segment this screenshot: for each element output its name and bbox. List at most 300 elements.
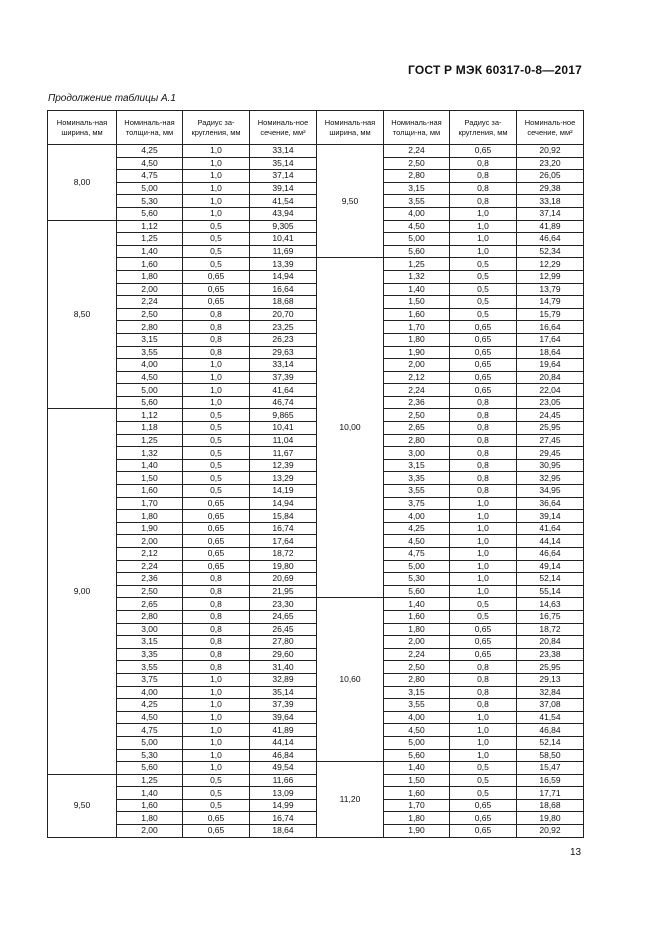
radius-cell-right: 0,5	[450, 610, 517, 623]
table-header-row	[48, 111, 584, 145]
radius-cell-right: 1,0	[450, 548, 517, 561]
radius-cell-right: 1,0	[450, 585, 517, 598]
section-cell-left: 41,89	[250, 724, 317, 737]
table-row	[48, 308, 584, 321]
thickness-cell-right: 2,50	[384, 409, 450, 422]
thickness-cell-right: 1,40	[384, 283, 450, 296]
radius-cell-left: 1,0	[183, 762, 250, 775]
section-cell-right: 29,38	[517, 182, 584, 195]
thickness-cell-left: 4,75	[117, 724, 183, 737]
thickness-cell-left: 5,60	[117, 207, 183, 220]
thickness-cell-right: 2,80	[384, 170, 450, 183]
table-row	[48, 472, 584, 485]
radius-cell-left: 0,5	[183, 799, 250, 812]
thickness-cell-right: 5,00	[384, 736, 450, 749]
radius-cell-right: 1,0	[450, 233, 517, 246]
thickness-cell-left: 2,00	[117, 283, 183, 296]
thickness-cell-right: 2,00	[384, 636, 450, 649]
table-row	[48, 548, 584, 561]
col-header-width-right: Номиналь-ная ширина, мм	[317, 111, 384, 145]
radius-cell-left: 0,8	[183, 585, 250, 598]
section-cell-right: 22,04	[517, 384, 584, 397]
thickness-cell-left: 3,15	[117, 333, 183, 346]
radius-cell-right: 1,0	[450, 711, 517, 724]
section-cell-left: 19,80	[250, 560, 317, 573]
table-caption: Продолжение таблицы А.1	[48, 93, 176, 104]
thickness-cell-right: 5,60	[384, 245, 450, 258]
section-cell-right: 39,14	[517, 510, 584, 523]
section-cell-left: 16,74	[250, 522, 317, 535]
thickness-cell-left: 5,60	[117, 762, 183, 775]
section-cell-left: 16,64	[250, 283, 317, 296]
thickness-cell-right: 2,36	[384, 396, 450, 409]
radius-cell-right: 0,8	[450, 673, 517, 686]
radius-cell-right: 0,65	[450, 384, 517, 397]
radius-cell-right: 1,0	[450, 207, 517, 220]
section-cell-right: 18,64	[517, 346, 584, 359]
width-cell-right: 10,00	[317, 258, 384, 598]
table-row	[48, 333, 584, 346]
table-row	[48, 195, 584, 208]
radius-cell-left: 0,8	[183, 623, 250, 636]
table-row	[48, 422, 584, 435]
thickness-cell-left: 5,60	[117, 396, 183, 409]
thickness-cell-left: 3,00	[117, 623, 183, 636]
radius-cell-right: 0,8	[450, 686, 517, 699]
radius-cell-left: 0,5	[183, 447, 250, 460]
table-row	[48, 799, 584, 812]
table-row	[48, 258, 584, 271]
radius-cell-left: 0,8	[183, 636, 250, 649]
radius-cell-right: 0,65	[450, 799, 517, 812]
section-cell-right: 15,47	[517, 762, 584, 775]
thickness-cell-right: 4,50	[384, 724, 450, 737]
radius-cell-left: 0,65	[183, 560, 250, 573]
thickness-cell-left: 1,80	[117, 812, 183, 825]
table-row	[48, 409, 584, 422]
thickness-cell-left: 1,12	[117, 220, 183, 233]
thickness-cell-left: 2,24	[117, 560, 183, 573]
thickness-cell-right: 1,70	[384, 799, 450, 812]
section-cell-left: 16,74	[250, 812, 317, 825]
thickness-cell-right: 1,60	[384, 787, 450, 800]
col-header-thickness-left: Номиналь-ная толщи-на, мм	[117, 111, 183, 145]
radius-cell-left: 0,5	[183, 472, 250, 485]
thickness-cell-right: 3,55	[384, 195, 450, 208]
thickness-cell-left: 2,36	[117, 573, 183, 586]
thickness-cell-left: 1,25	[117, 233, 183, 246]
radius-cell-left: 0,65	[183, 548, 250, 561]
thickness-cell-left: 3,35	[117, 648, 183, 661]
section-cell-left: 49,54	[250, 762, 317, 775]
radius-cell-right: 1,0	[450, 736, 517, 749]
thickness-cell-right: 1,50	[384, 774, 450, 787]
section-cell-right: 37,14	[517, 207, 584, 220]
section-cell-left: 18,68	[250, 296, 317, 309]
radius-cell-right: 0,65	[450, 636, 517, 649]
table-row	[48, 245, 584, 258]
section-cell-right: 20,84	[517, 636, 584, 649]
section-cell-left: 39,64	[250, 711, 317, 724]
col-header-radius-right: Радиус за-кругления, мм	[450, 111, 517, 145]
col-header-section-right: Номиналь-ное сечение, мм²	[517, 111, 584, 145]
thickness-cell-left: 2,24	[117, 296, 183, 309]
section-cell-left: 14,19	[250, 485, 317, 498]
section-cell-right: 49,14	[517, 560, 584, 573]
thickness-cell-left: 2,65	[117, 598, 183, 611]
section-cell-right: 16,59	[517, 774, 584, 787]
section-cell-left: 29,60	[250, 648, 317, 661]
thickness-cell-right: 5,00	[384, 560, 450, 573]
width-cell-right: 9,50	[317, 145, 384, 258]
radius-cell-left: 0,65	[183, 497, 250, 510]
table-row	[48, 787, 584, 800]
section-cell-right: 12,29	[517, 258, 584, 271]
thickness-cell-right: 2,24	[384, 145, 450, 158]
table-row	[48, 686, 584, 699]
table-row	[48, 296, 584, 309]
thickness-cell-left: 5,00	[117, 736, 183, 749]
section-cell-left: 20,69	[250, 573, 317, 586]
section-cell-right: 46,64	[517, 233, 584, 246]
thickness-cell-right: 1,40	[384, 598, 450, 611]
radius-cell-right: 0,65	[450, 648, 517, 661]
width-cell-left: 9,00	[48, 409, 117, 774]
table-row	[48, 346, 584, 359]
thickness-cell-right: 3,00	[384, 447, 450, 460]
thickness-cell-left: 4,50	[117, 711, 183, 724]
section-cell-left: 14,94	[250, 270, 317, 283]
radius-cell-right: 0,65	[450, 346, 517, 359]
section-cell-right: 20,92	[517, 145, 584, 158]
section-cell-left: 37,14	[250, 170, 317, 183]
thickness-cell-left: 1,50	[117, 472, 183, 485]
thickness-cell-left: 1,80	[117, 270, 183, 283]
section-cell-right: 52,14	[517, 736, 584, 749]
thickness-cell-left: 1,18	[117, 422, 183, 435]
table-row	[48, 396, 584, 409]
table-row	[48, 560, 584, 573]
table-row	[48, 585, 584, 598]
table-row	[48, 233, 584, 246]
thickness-cell-right: 3,55	[384, 485, 450, 498]
section-cell-right: 46,84	[517, 724, 584, 737]
table-row	[48, 610, 584, 623]
thickness-cell-right: 1,90	[384, 825, 450, 838]
thickness-cell-left: 2,00	[117, 825, 183, 838]
width-cell-left: 8,00	[48, 145, 117, 221]
radius-cell-right: 1,0	[450, 749, 517, 762]
thickness-cell-right: 1,80	[384, 623, 450, 636]
thickness-cell-left: 2,00	[117, 535, 183, 548]
section-cell-left: 18,64	[250, 825, 317, 838]
thickness-cell-left: 2,50	[117, 585, 183, 598]
table-row	[48, 447, 584, 460]
radius-cell-right: 0,65	[450, 623, 517, 636]
section-cell-left: 41,54	[250, 195, 317, 208]
radius-cell-left: 0,5	[183, 434, 250, 447]
table-row	[48, 673, 584, 686]
section-cell-right: 52,14	[517, 573, 584, 586]
radius-cell-right: 0,8	[450, 447, 517, 460]
section-cell-left: 24,65	[250, 610, 317, 623]
radius-cell-right: 1,0	[450, 510, 517, 523]
thickness-cell-left: 1,12	[117, 409, 183, 422]
radius-cell-left: 0,8	[183, 598, 250, 611]
width-cell-right: 10,60	[317, 598, 384, 762]
thickness-cell-left: 5,00	[117, 384, 183, 397]
section-cell-left: 46,84	[250, 749, 317, 762]
section-cell-right: 19,80	[517, 812, 584, 825]
table-row	[48, 510, 584, 523]
thickness-cell-left: 2,80	[117, 321, 183, 334]
radius-cell-left: 0,65	[183, 825, 250, 838]
radius-cell-right: 0,5	[450, 258, 517, 271]
radius-cell-left: 0,5	[183, 220, 250, 233]
radius-cell-right: 0,5	[450, 296, 517, 309]
thickness-cell-right: 4,50	[384, 535, 450, 548]
section-cell-right: 25,95	[517, 661, 584, 674]
thickness-cell-left: 4,50	[117, 371, 183, 384]
radius-cell-left: 0,5	[183, 422, 250, 435]
thickness-cell-left: 4,25	[117, 699, 183, 712]
col-header-section-left: Номиналь-ное сечение, мм²	[250, 111, 317, 145]
radius-cell-right: 0,8	[450, 459, 517, 472]
radius-cell-right: 1,0	[450, 245, 517, 258]
section-cell-left: 41,64	[250, 384, 317, 397]
radius-cell-left: 0,5	[183, 245, 250, 258]
section-cell-left: 37,39	[250, 371, 317, 384]
thickness-cell-left: 2,80	[117, 610, 183, 623]
table-row	[48, 207, 584, 220]
section-cell-right: 16,64	[517, 321, 584, 334]
section-cell-right: 34,95	[517, 485, 584, 498]
thickness-cell-right: 2,80	[384, 434, 450, 447]
radius-cell-right: 1,0	[450, 535, 517, 548]
radius-cell-left: 0,5	[183, 774, 250, 787]
radius-cell-left: 1,0	[183, 182, 250, 195]
section-cell-right: 41,64	[517, 522, 584, 535]
radius-cell-right: 0,65	[450, 145, 517, 158]
thickness-cell-right: 4,75	[384, 548, 450, 561]
col-header-thickness-right: Номиналь-ная толщи-на, мм	[384, 111, 450, 145]
section-cell-right: 29,13	[517, 673, 584, 686]
radius-cell-left: 0,8	[183, 648, 250, 661]
section-cell-right: 58,50	[517, 749, 584, 762]
section-cell-right: 12,99	[517, 270, 584, 283]
radius-cell-left: 0,5	[183, 233, 250, 246]
radius-cell-left: 0,8	[183, 308, 250, 321]
thickness-cell-right: 1,60	[384, 308, 450, 321]
table-row	[48, 283, 584, 296]
radius-cell-right: 0,65	[450, 812, 517, 825]
section-cell-left: 23,30	[250, 598, 317, 611]
thickness-cell-right: 5,00	[384, 233, 450, 246]
section-cell-right: 30,95	[517, 459, 584, 472]
radius-cell-right: 0,5	[450, 283, 517, 296]
table-row	[48, 573, 584, 586]
radius-cell-left: 1,0	[183, 711, 250, 724]
table-row	[48, 661, 584, 674]
section-cell-right: 27,45	[517, 434, 584, 447]
radius-cell-left: 0,65	[183, 812, 250, 825]
section-cell-left: 15,84	[250, 510, 317, 523]
section-cell-right: 17,71	[517, 787, 584, 800]
section-cell-left: 44,14	[250, 736, 317, 749]
section-cell-left: 14,94	[250, 497, 317, 510]
radius-cell-left: 1,0	[183, 396, 250, 409]
radius-cell-left: 0,5	[183, 787, 250, 800]
radius-cell-left: 1,0	[183, 699, 250, 712]
table-row	[48, 170, 584, 183]
radius-cell-right: 1,0	[450, 522, 517, 535]
radius-cell-left: 1,0	[183, 195, 250, 208]
radius-cell-right: 0,65	[450, 333, 517, 346]
table-row	[48, 459, 584, 472]
section-cell-left: 12,39	[250, 459, 317, 472]
table-row	[48, 535, 584, 548]
table-row	[48, 157, 584, 170]
thickness-cell-left: 3,15	[117, 636, 183, 649]
thickness-cell-right: 2,24	[384, 384, 450, 397]
width-cell-left: 8,50	[48, 220, 117, 409]
table-row	[48, 623, 584, 636]
section-cell-right: 41,54	[517, 711, 584, 724]
thickness-cell-right: 3,15	[384, 459, 450, 472]
radius-cell-left: 0,8	[183, 661, 250, 674]
section-cell-right: 44,14	[517, 535, 584, 548]
table-row	[48, 321, 584, 334]
col-header-width-left: Номиналь-ная ширина, мм	[48, 111, 117, 145]
radius-cell-right: 0,65	[450, 825, 517, 838]
radius-cell-left: 0,65	[183, 522, 250, 535]
radius-cell-right: 1,0	[450, 497, 517, 510]
table-row	[48, 384, 584, 397]
thickness-cell-right: 5,30	[384, 573, 450, 586]
radius-cell-left: 1,0	[183, 359, 250, 372]
radius-cell-left: 0,5	[183, 459, 250, 472]
thickness-cell-left: 4,25	[117, 145, 183, 158]
section-cell-right: 14,63	[517, 598, 584, 611]
table-row	[48, 434, 584, 447]
thickness-cell-right: 5,60	[384, 585, 450, 598]
section-cell-right: 32,95	[517, 472, 584, 485]
thickness-cell-right: 4,00	[384, 510, 450, 523]
thickness-cell-right: 1,32	[384, 270, 450, 283]
section-cell-right: 26,05	[517, 170, 584, 183]
table-row	[48, 762, 584, 775]
table-row	[48, 825, 584, 838]
radius-cell-left: 1,0	[183, 207, 250, 220]
thickness-cell-left: 1,40	[117, 459, 183, 472]
section-cell-right: 55,14	[517, 585, 584, 598]
section-cell-right: 32,84	[517, 686, 584, 699]
table-row	[48, 598, 584, 611]
radius-cell-left: 1,0	[183, 145, 250, 158]
table-row	[48, 736, 584, 749]
thickness-cell-left: 3,75	[117, 673, 183, 686]
section-cell-left: 32,89	[250, 673, 317, 686]
thickness-cell-left: 1,32	[117, 447, 183, 460]
section-cell-left: 18,72	[250, 548, 317, 561]
radius-cell-left: 0,65	[183, 283, 250, 296]
section-cell-left: 13,09	[250, 787, 317, 800]
radius-cell-left: 1,0	[183, 371, 250, 384]
page-number: 13	[570, 847, 582, 858]
section-cell-left: 26,45	[250, 623, 317, 636]
table-row	[48, 749, 584, 762]
thickness-cell-right: 2,24	[384, 648, 450, 661]
thickness-cell-right: 2,65	[384, 422, 450, 435]
document-code: ГОСТ Р МЭК 60317-0-8—2017	[408, 63, 582, 77]
section-cell-right: 23,38	[517, 648, 584, 661]
radius-cell-right: 0,5	[450, 270, 517, 283]
radius-cell-left: 0,65	[183, 535, 250, 548]
table-row	[48, 636, 584, 649]
thickness-cell-left: 3,55	[117, 346, 183, 359]
section-cell-right: 23,20	[517, 157, 584, 170]
thickness-cell-left: 2,12	[117, 548, 183, 561]
section-cell-right: 20,84	[517, 371, 584, 384]
section-cell-left: 14,99	[250, 799, 317, 812]
section-cell-left: 33,14	[250, 145, 317, 158]
thickness-cell-left: 4,75	[117, 170, 183, 183]
table-row	[48, 812, 584, 825]
table-row	[48, 270, 584, 283]
section-cell-right: 46,64	[517, 548, 584, 561]
thickness-cell-left: 4,00	[117, 359, 183, 372]
section-cell-right: 41,89	[517, 220, 584, 233]
thickness-cell-left: 1,70	[117, 497, 183, 510]
table-row	[48, 648, 584, 661]
section-cell-left: 11,66	[250, 774, 317, 787]
thickness-cell-left: 5,30	[117, 749, 183, 762]
thickness-cell-right: 3,35	[384, 472, 450, 485]
section-cell-left: 17,64	[250, 535, 317, 548]
section-cell-right: 16,75	[517, 610, 584, 623]
radius-cell-left: 1,0	[183, 724, 250, 737]
thickness-cell-right: 4,00	[384, 711, 450, 724]
width-cell-right: 11,20	[317, 762, 384, 838]
thickness-cell-left: 5,30	[117, 195, 183, 208]
radius-cell-left: 0,8	[183, 573, 250, 586]
table-row	[48, 497, 584, 510]
table-row	[48, 774, 584, 787]
radius-cell-left: 0,8	[183, 610, 250, 623]
radius-cell-left: 0,65	[183, 296, 250, 309]
thickness-cell-right: 2,50	[384, 661, 450, 674]
radius-cell-right: 0,65	[450, 371, 517, 384]
section-cell-left: 39,14	[250, 182, 317, 195]
section-cell-left: 31,40	[250, 661, 317, 674]
section-cell-left: 13,39	[250, 258, 317, 271]
radius-cell-right: 0,8	[450, 182, 517, 195]
section-cell-right: 52,34	[517, 245, 584, 258]
table-row	[48, 699, 584, 712]
radius-cell-right: 0,8	[450, 485, 517, 498]
radius-cell-left: 0,8	[183, 346, 250, 359]
section-cell-left: 20,70	[250, 308, 317, 321]
section-cell-right: 20,92	[517, 825, 584, 838]
section-cell-right: 36,64	[517, 497, 584, 510]
radius-cell-right: 0,5	[450, 762, 517, 775]
radius-cell-right: 0,8	[450, 699, 517, 712]
thickness-cell-right: 1,90	[384, 346, 450, 359]
thickness-cell-left: 1,60	[117, 485, 183, 498]
radius-cell-left: 0,65	[183, 270, 250, 283]
section-cell-right: 13,79	[517, 283, 584, 296]
section-cell-right: 29,45	[517, 447, 584, 460]
